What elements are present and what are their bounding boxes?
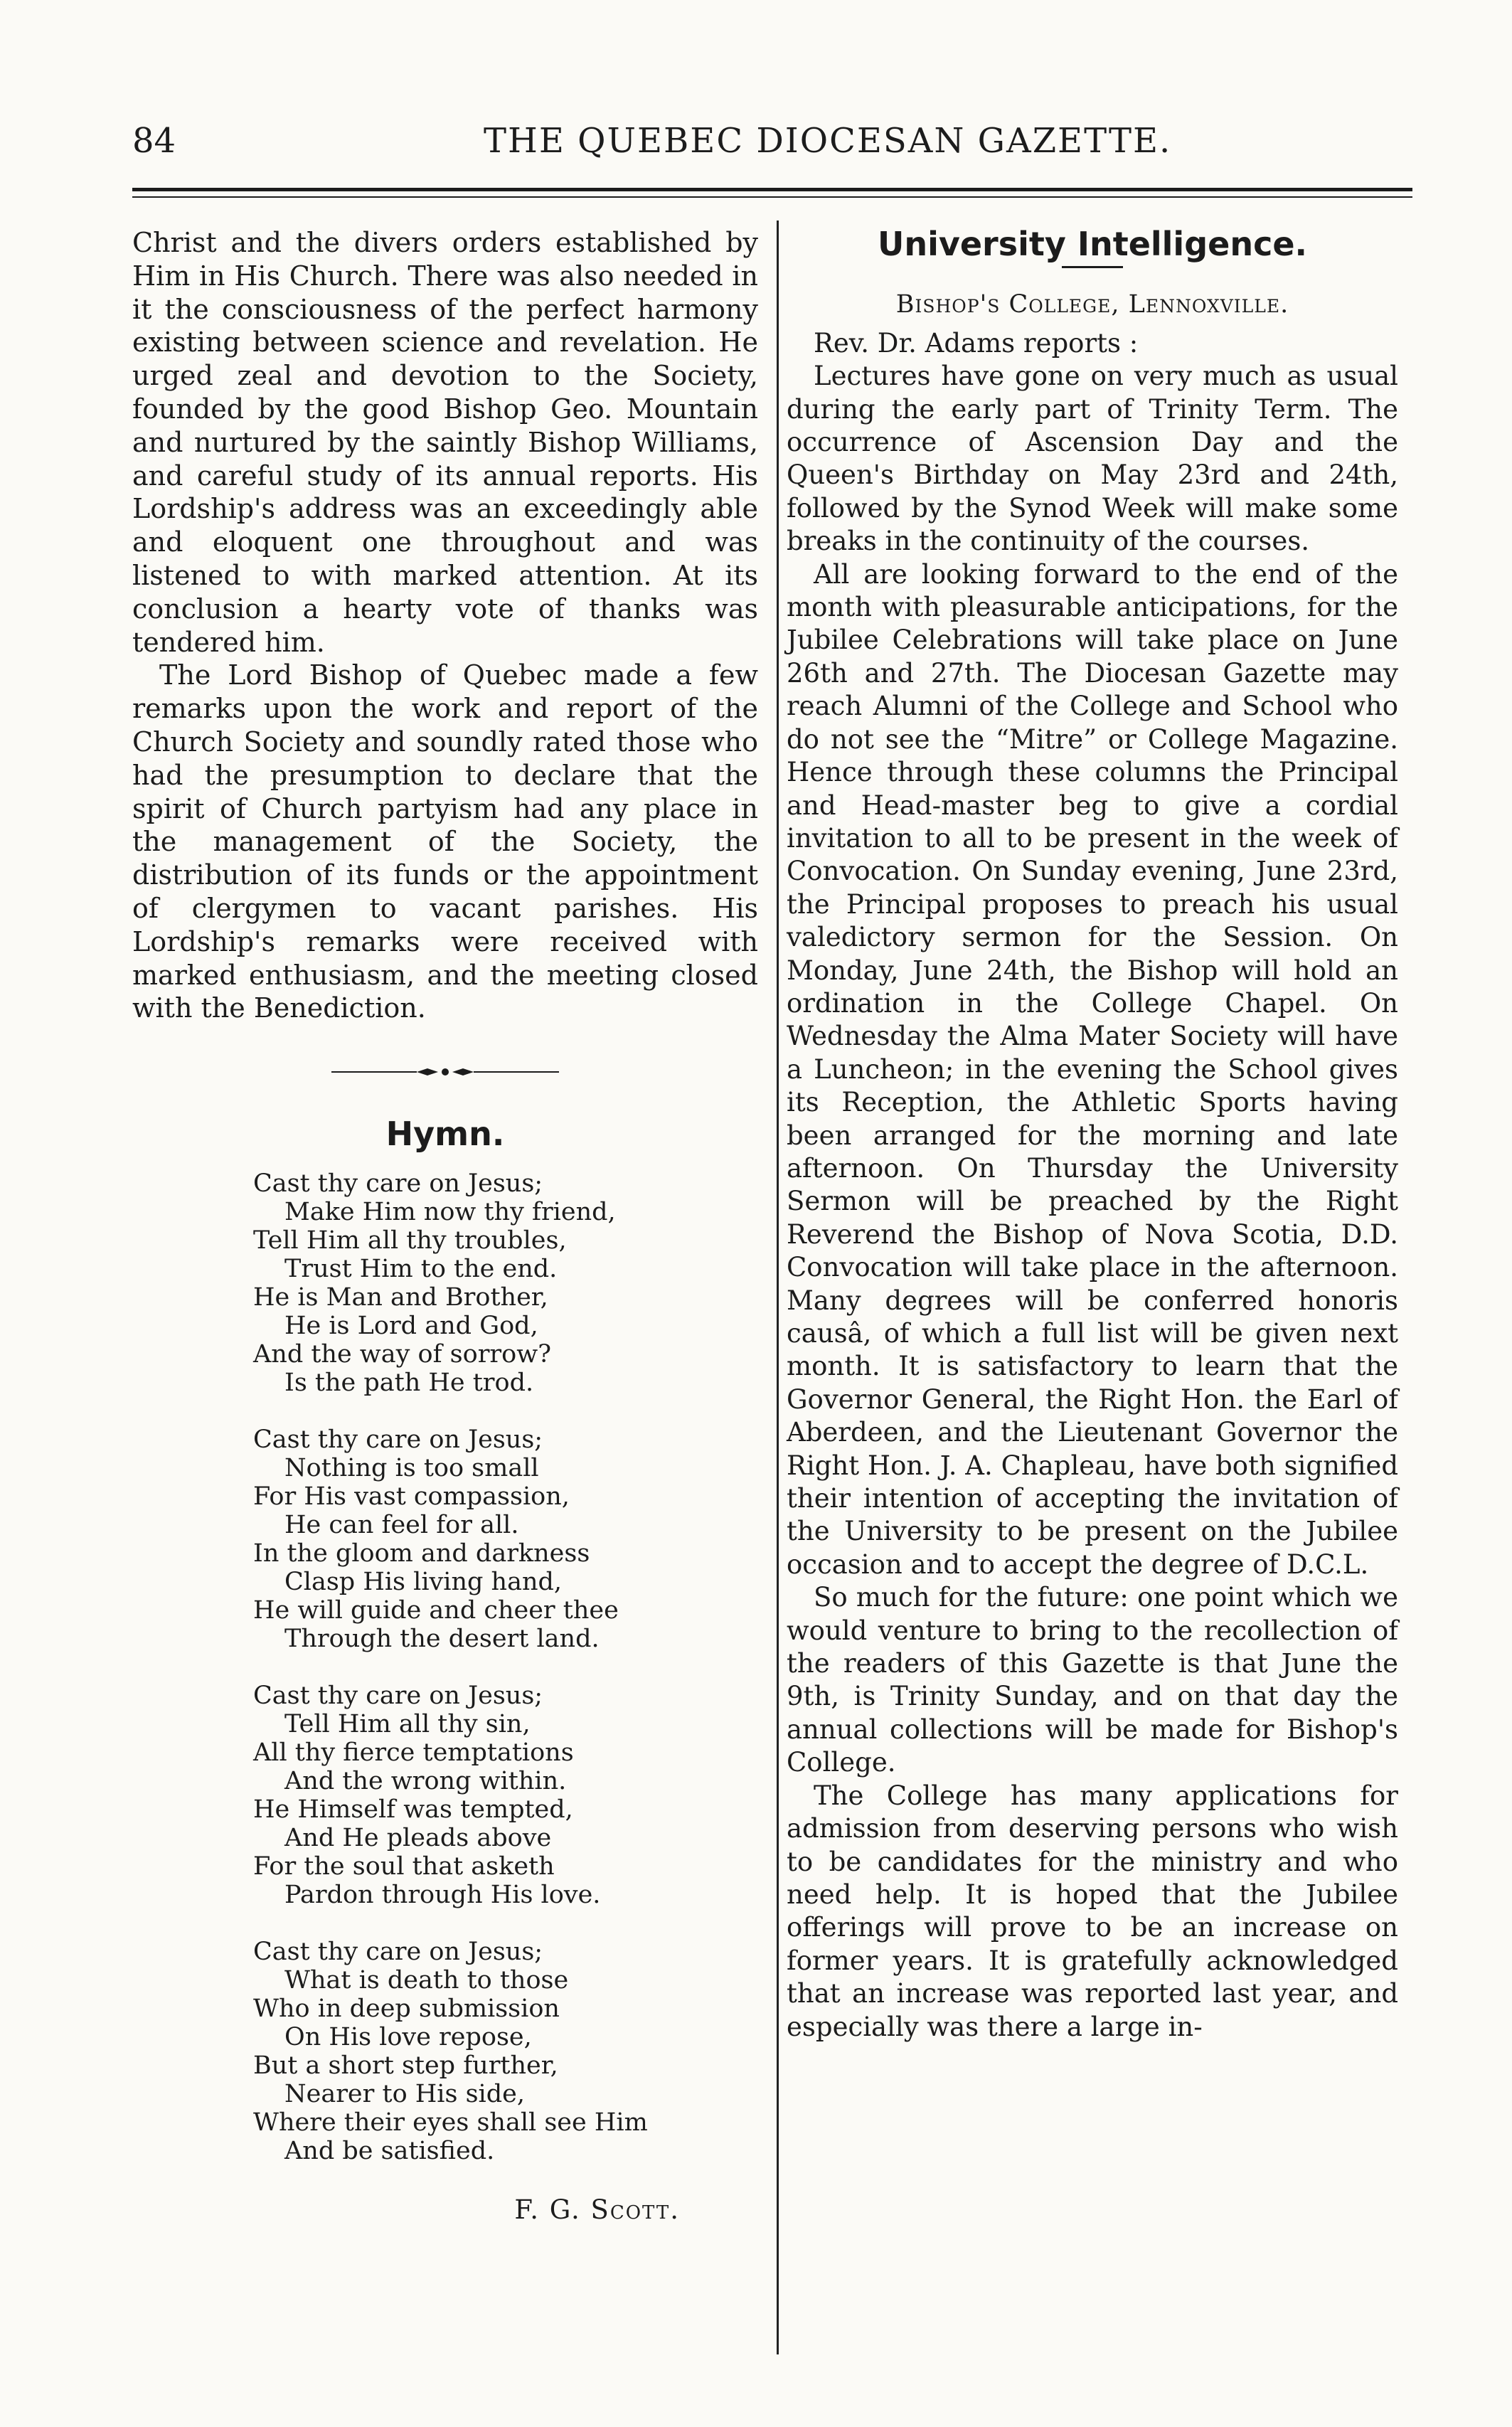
hymn-line: For the soul that asketh (253, 1852, 555, 1881)
hymn-line: Clasp His living hand, (284, 1567, 563, 1596)
hymn-line: Through the desert land. (284, 1624, 600, 1653)
hymn-line: In the gloom and darkness (253, 1539, 590, 1568)
hymn-line: Cast thy care on Jesus; (253, 1425, 543, 1454)
hymn-line: He Himself was tempted, (253, 1795, 573, 1824)
hymn-title: Hymn. (385, 1115, 505, 1154)
hymn-line: Nearer to His side, (284, 2079, 525, 2108)
hymn-line: He can feel for all. (284, 1510, 519, 1539)
page-number: 84 (132, 121, 176, 161)
hymn-line: What is death to those (284, 1965, 569, 1995)
section-title: University Intelligence. (877, 225, 1308, 263)
right-column (787, 226, 1398, 2044)
hymn-stanza-3 (253, 1682, 758, 1909)
hymn-line: Who in deep submission (253, 1994, 560, 2023)
hymn-stanza-1 (253, 1169, 758, 1397)
hymn-line: For His vast compassion, (253, 1482, 570, 1511)
hymn-line: But a short step further, (253, 2051, 558, 2080)
left-column (132, 226, 758, 2227)
hymn-stanza-4 (253, 1938, 758, 2165)
right-paragraph-2: All are looking forward to the end of the month with pleasurable anticipations, for the Jubilee Celebrations will take place on June 26th and 27th. The Diocesan Gazette may reach Alumni of the College and School who do not see the “Mitre” or College Magazine. Hence through these columns the Principal and Head-master beg to give a cordial invitation to all to be present in the week of Convocation. On Sunday evening, June 23rd, the Principal proposes to preach his usual valedictory sermon for the Session. On Monday, June 24th, the Bishop will hold an ordination in the College Chapel. On Wednesday the Alma Mater Society will have a Luncheon; in the evening the School gives its Reception, the Athletic Sports having been arranged for the morning and late afternoon. On Thursday the University Sermon will be preached by the Right Reverend the Bishop of Nova Scotia, D.D. Convocation will take place in the afternoon. Many degrees will be conferred honoris causâ, of which a full list will be given next month. It is satisfactory to learn that the Governor General, the Right Hon. the Earl of Aberdeen, and the Lieutenant Governor the Right Hon. J. A. Chapleau, have both signified their intention of accepting the invitation of the University to be present on the Jubilee occasion and to accept the degree of D.C.L. (787, 558, 1398, 1580)
hymn-line: On His love repose, (284, 2022, 532, 2051)
header-rule-thick (132, 188, 1412, 191)
hymn-line: Cast thy care on Jesus; (253, 1937, 543, 1966)
hymn-line: Trust Him to the end. (284, 1254, 558, 1283)
right-paragraph-4: The College has many applications for admission from deserving persons who wish to be candidates for the ministry and who need help. It is hoped that the Jubilee offerings will prove to be an increase on former years. It is gratefully acknowledged that an increase was reported last year, and especially was there a large in- (787, 1780, 1398, 2042)
running-title: THE QUEBEC DIOCESAN GAZETTE. (484, 121, 1172, 161)
section-title-rule (1062, 266, 1123, 268)
hymn-line: Make Him now thy friend, (284, 1197, 616, 1226)
hymn-line: Pardon through His love. (284, 1880, 601, 1909)
hymn-line: Nothing is too small (284, 1453, 539, 1482)
hymn-line: All thy fierce temptations (253, 1738, 574, 1767)
hymn-line: He is Man and Brother, (253, 1282, 548, 1312)
hymn-line: Cast thy care on Jesus; (253, 1681, 543, 1710)
ornament-divider (132, 1065, 758, 1093)
hymn-line: Is the path He trod. (284, 1368, 534, 1397)
hymn-line: Cast thy care on Jesus; (253, 1169, 543, 1198)
hymn-line: Tell Him all thy sin, (284, 1709, 531, 1738)
hymn-line: And He pleads above (284, 1823, 552, 1852)
hymn-line: Where their eyes shall see Him (253, 2108, 648, 2137)
hymn-line: He will guide and cheer thee (253, 1595, 619, 1625)
left-paragraph-2: The Lord Bishop of Quebec made a few remarks upon the work and report of the Church Society and soundly rated those who had the presumption to declare that the spirit of Church partyism had any place in the management of the Society, the distribution of its funds or the appointment of clergymen to vacant parishes. His Lordship's remarks were received with marked enthusiasm, and the meeting closed with the Benediction. (132, 659, 758, 1024)
college-heading: Bishop's College, Lennoxville. (895, 290, 1289, 319)
hymn-author: F. G. Scott. (514, 2194, 680, 2225)
hymn-line: And be satisfied. (284, 2136, 495, 2165)
right-paragraph-3: So much for the future: one point which we would venture to bring to the recollection of the readers of this Gazette is that June the 9th, is Trinity Sunday, and on that day the annual collections will be made for Bishop's College. (787, 1582, 1398, 1778)
hymn-line: And the way of sorrow? (253, 1339, 551, 1369)
hymn-stanza-2 (253, 1425, 758, 1653)
right-paragraph-1: Lectures have gone on very much as usual during the early part of Trinity Term. The occurrence of Ascension Day and the Queen's Birthday on May 23rd and 24th, followed by the Synod Week will make some breaks in the continuity of the courses. (787, 361, 1398, 557)
header-rule-thin (132, 196, 1412, 198)
hymn-line: And the wrong within. (284, 1766, 567, 1795)
left-paragraph-1: Christ and the divers orders established by Him in His Church. There was also needed in it the consciousness of the perfect harmony existing between science and revelation. He urged zeal and devotion to the Society, founded by the good Bishop Geo. Mountain and nurtured by the saintly Bishop Williams, and careful study of its annual reports. His Lordship's address was an exceedingly able and eloquent one throughout and was listened to with marked attention. At its conclusion a hearty vote of thanks was tendered him. (132, 227, 758, 658)
column-divider (777, 221, 779, 2354)
hymn-line: Tell Him all thy troubles, (253, 1226, 567, 1255)
hymn-line: He is Lord and God, (284, 1311, 538, 1340)
reporter-line: Rev. Dr. Adams reports : (814, 327, 1139, 359)
